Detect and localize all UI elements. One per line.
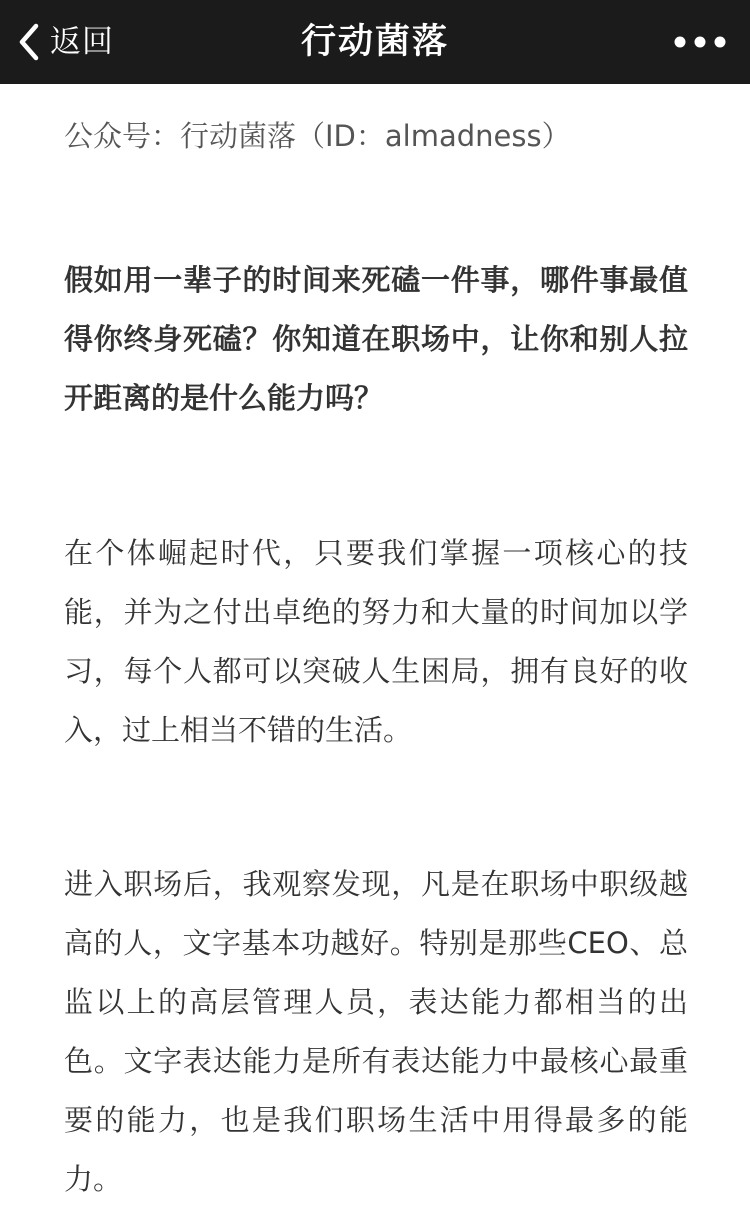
more-button[interactable]: [672, 22, 728, 62]
lead-paragraph: 假如用一辈子的时间来死磕一件事，哪件事最值得你终身死磕？你知道在职场中，让你和别人拉开距离的是什么能力吗？: [64, 263, 688, 415]
more-dots-icon: [672, 22, 728, 62]
account-info: 公众号：行动菌落（ID：almadness）: [64, 119, 571, 153]
chevron-left-icon: [14, 22, 44, 62]
body-paragraph-2: 进入职场后，我观察发现，凡是在职场中职级越高的人，文字基本功越好。特别是那些CEO、总监以上的高层管理人员，表达能力都相当的出色。文字表达能力是所有表达能力中最核心最重要的能力，也是我们职场生活中用得最多的能力。: [64, 867, 688, 1196]
back-label: 返回: [50, 24, 114, 60]
top-nav-bar: [0, 0, 750, 84]
back-button[interactable]: [14, 18, 114, 66]
page-title: 行动菌落: [300, 22, 449, 62]
body-paragraph-1: 在个体崛起时代，只要我们掌握一项核心的技能，并为之付出卓绝的努力和大量的时间加以学习，每个人都可以突破人生困局，拥有良好的收入，过上相当不错的生活。: [64, 536, 688, 747]
article-body: [64, 84, 688, 1209]
